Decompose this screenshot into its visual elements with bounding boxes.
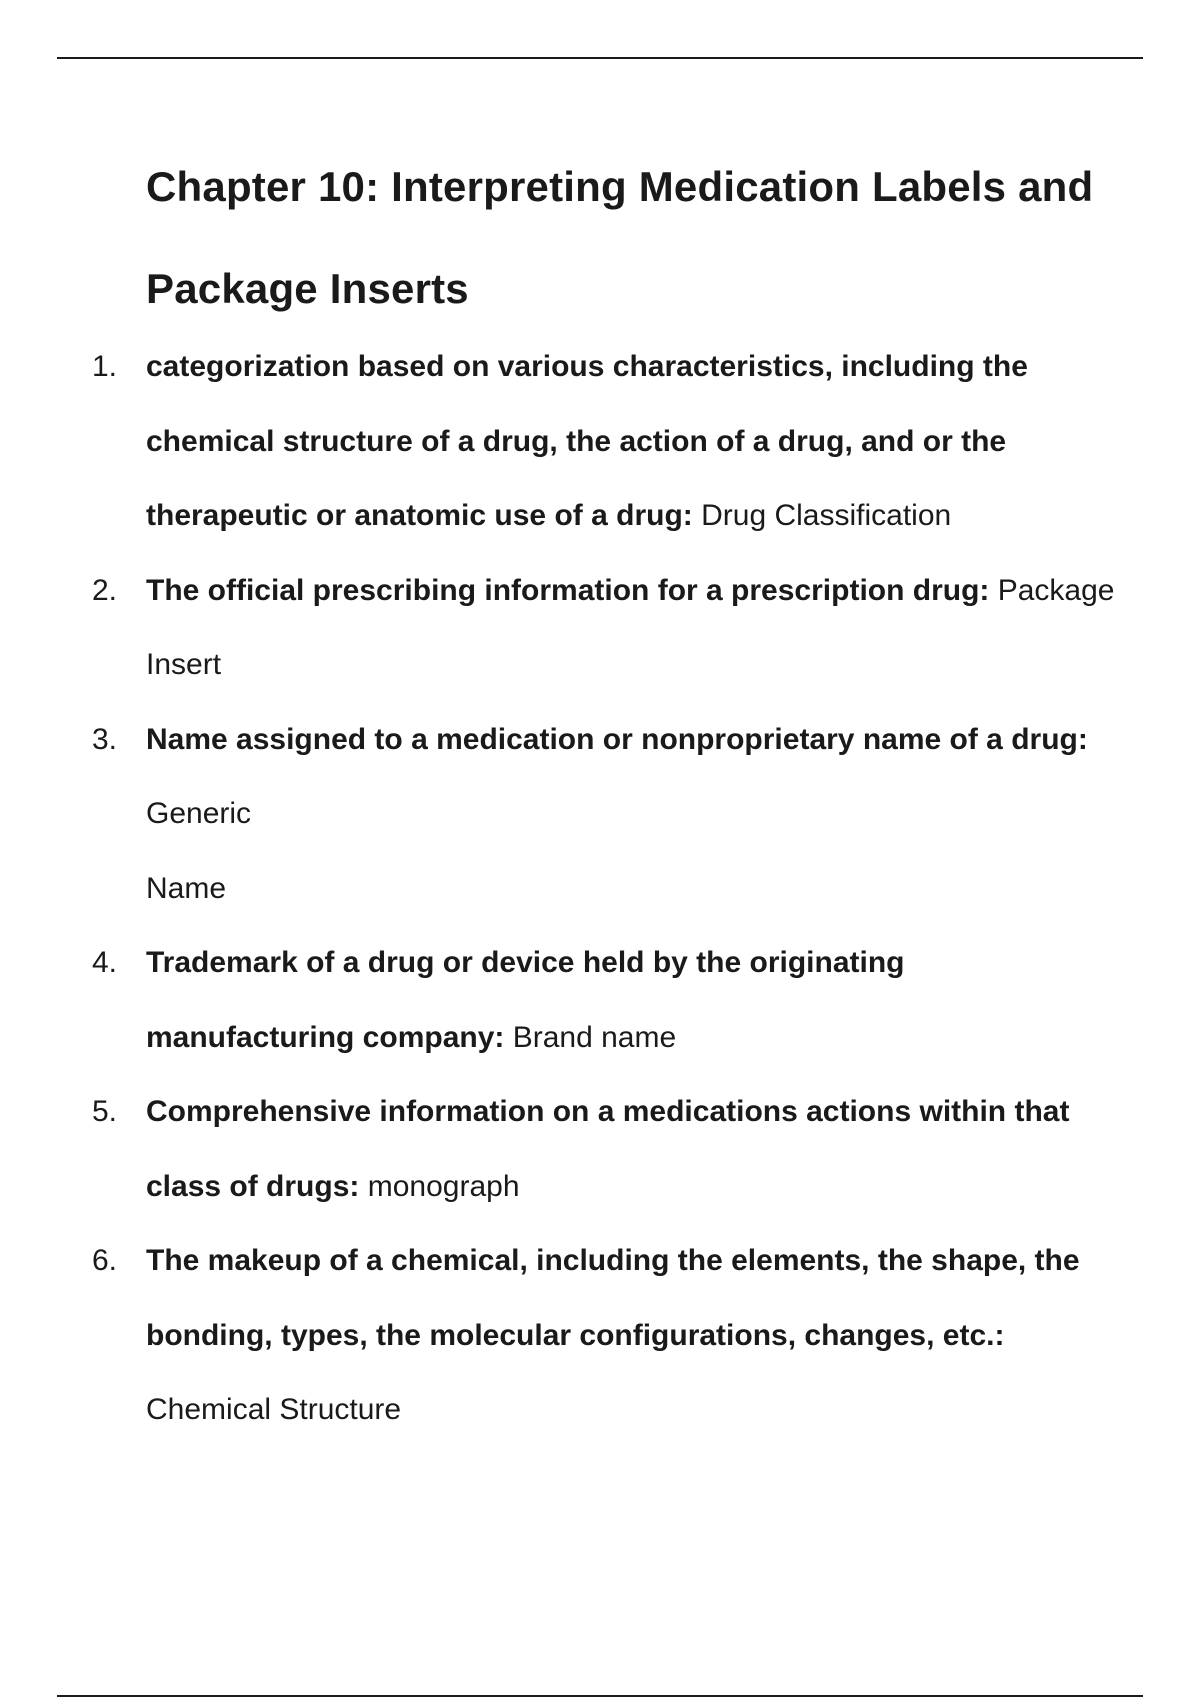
item-answer: Brand name	[504, 1020, 677, 1054]
item-answer: Chemical Structure	[146, 1393, 402, 1426]
item-number: 6.	[92, 1244, 118, 1277]
item-number: 4.	[92, 946, 118, 979]
item-answer: Drug Classification	[692, 499, 952, 532]
page-title: Chapter 10: Interpreting Medication Labels and Package Inserts	[146, 163, 1094, 312]
list-item	[0, 330, 1200, 554]
item-term: The official prescribing information for a prescription drug:	[146, 573, 990, 607]
item-term: Comprehensive information on a medications actions within that class of drugs:	[146, 1095, 1070, 1203]
item-number: 5.	[92, 1095, 118, 1128]
list-item	[0, 703, 1200, 927]
item-answer: Generic	[146, 797, 252, 830]
list-item	[0, 554, 1200, 703]
list-item	[0, 1075, 1200, 1224]
item-number: 1.	[92, 350, 118, 383]
list-item	[0, 1224, 1200, 1448]
item-term: Name assigned to a medication or nonproprietary name of a drug:	[146, 722, 1088, 756]
header-rule	[57, 57, 1143, 59]
item-number: 3.	[92, 722, 118, 756]
list-item	[0, 926, 1200, 1075]
item-answer: monograph	[359, 1169, 520, 1203]
item-term: categorization based on various characteristics, including the chemical structure of a drug, the action of a drug, and or the therapeutic or anatomic use of a drug:	[146, 350, 1028, 532]
item-number: 2.	[92, 573, 118, 607]
item-answer: Package Insert	[146, 573, 1115, 681]
item-answer-continuation: Name	[146, 871, 227, 905]
question-list	[0, 330, 1200, 1448]
item-term: The makeup of a chemical, including the elements, the shape, the bonding, types, the molecular configurations, changes, etc.:	[146, 1244, 1080, 1352]
footer-rule	[57, 1695, 1143, 1697]
item-term: Trademark of a drug or device held by the originating manufacturing company:	[146, 946, 905, 1054]
